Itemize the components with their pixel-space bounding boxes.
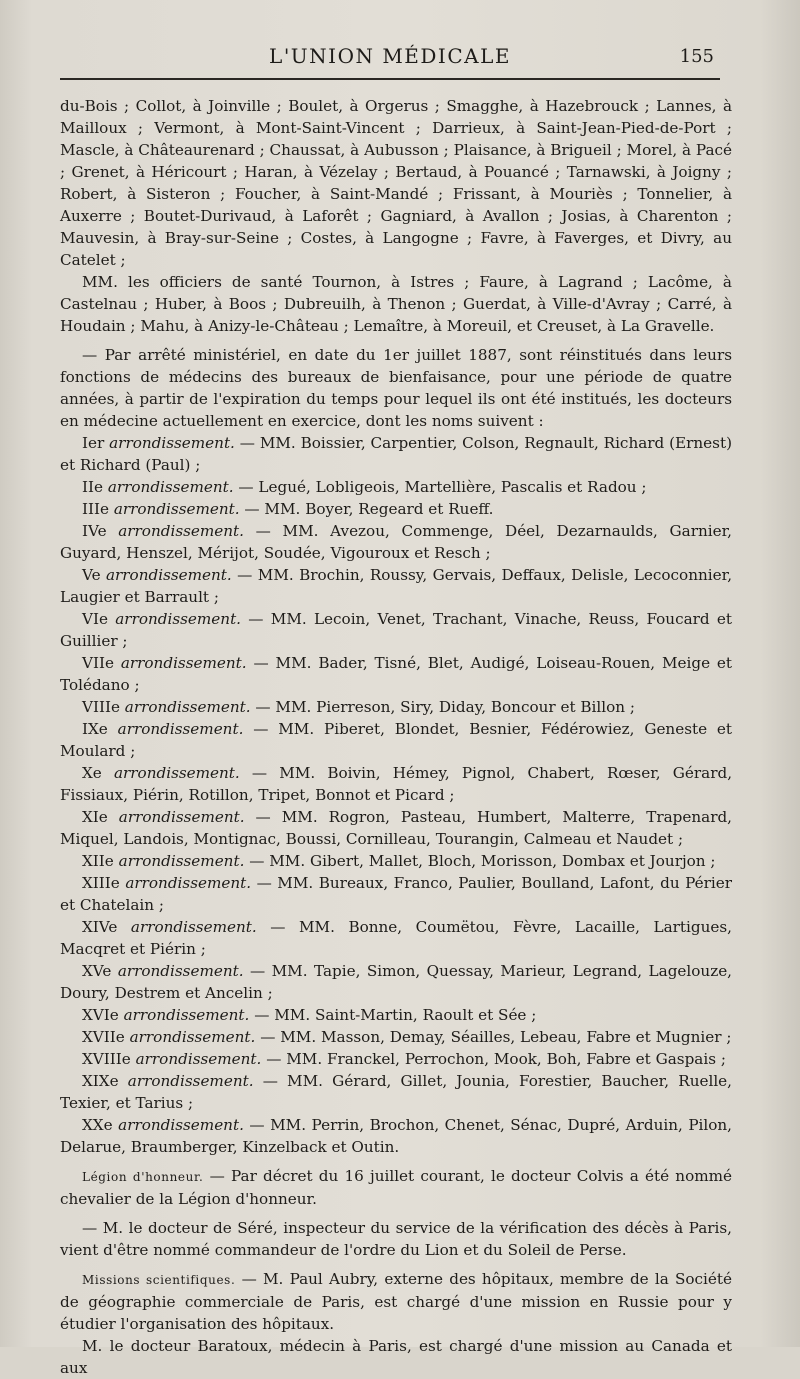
arrondissement-label: arrondissement.	[123, 1006, 250, 1024]
notice-baratoux	[60, 1335, 732, 1379]
arrondissement-label: arrondissement.	[118, 808, 245, 826]
arrondissement-entry	[60, 1114, 732, 1158]
body-text	[60, 95, 732, 1379]
running-title: L'UNION MÉDICALE	[269, 44, 511, 68]
arrondissement-names: — MM. Avezou, Commenge, Déel, Dezarnaulds, Garnier, Guyard, Henszel, Mérijot, Soudée, Vigouroux et Resch ;	[60, 522, 732, 562]
arrondissement-number: XIVe	[82, 918, 118, 936]
arrondissement-entry	[60, 718, 732, 762]
arrondissement-names: — MM. Lecoin, Venet, Trachant, Vinache, Reuss, Foucard et Guillier ;	[60, 610, 732, 650]
arrondissement-names: — MM. Gérard, Gillet, Jounia, Forestier, Baucher, Ruelle, Texier, et Tarius ;	[60, 1072, 732, 1112]
arrondissement-label: arrondissement.	[113, 500, 240, 518]
arrondissement-number: XVIIe	[82, 1028, 125, 1046]
arrondissement-number: IVe	[82, 522, 107, 540]
arrondissement-label: arrondissement.	[117, 962, 244, 980]
arrondissement-number: XIXe	[82, 1072, 119, 1090]
notice-sere	[60, 1217, 732, 1261]
arrondissement-names: — MM. Masson, Demay, Séailles, Lebeau, Fabre et Mugnier ;	[260, 1028, 732, 1046]
arrondissement-label: arrondissement.	[118, 522, 244, 540]
arrondissement-names: — Legué, Lobligeois, Martellière, Pascalis et Radou ;	[238, 478, 647, 496]
arrondissement-label: arrondissement.	[130, 918, 257, 936]
arrondissement-number: XVIIIe	[82, 1050, 131, 1068]
arrondissement-number: VIIIe	[82, 698, 120, 716]
arrondissement-names: — MM. Pierreson, Siry, Diday, Boncour et Billon ;	[255, 698, 636, 716]
notice-text: — M. Paul Aubry, externe des hôpitaux, membre de la Société de géographie commerciale de Paris, est chargé d'une mission en Russie pour y étudier l'organisation des hôpitaux.	[60, 1270, 732, 1333]
arrondissement-entry	[60, 872, 732, 916]
arrondissement-names: — MM. Brochin, Roussy, Gervais, Deffaux, Delisle, Lecoconnier, Laugier et Barrault ;	[60, 566, 733, 606]
arrondissement-number: XIIe	[82, 852, 114, 870]
notice-legion-honneur	[60, 1165, 732, 1210]
notice-heading: Légion d'honneur.	[82, 1170, 204, 1184]
paragraph: MM. les officiers de santé Tournon, à Istres ; Faure, à Lagrand ; Lacôme, à Castelnau ; Huber, à Boos ; Dubreuilh, à Thenon ; Guerdat, à Ville-d'Avray ; Carré, à Houdain ; Mahu, à Anizy-le-Château ; Lemaître, à Moreuil, et Creuset, à La Gravelle.	[60, 273, 732, 335]
arrondissement-entry	[60, 498, 732, 520]
arrondissement-number: XIe	[82, 808, 108, 826]
notice-missions	[60, 1268, 732, 1335]
arrondissement-label: arrondissement.	[124, 698, 251, 716]
paragraph: du-Bois ; Collot, à Joinville ; Boulet, à Orgerus ; Smagghe, à Hazebrouck ; Lannes, à Mailloux ; Vermont, à Mont-Saint-Vincent ; Darrieux, à Saint-Jean-Pied-de-Port ; Mascle, à Châteaurenard ; Chaussat, à Aubusson ; Plaisance, à Brigueil ; Morel, à Pacé ; Grenet, à Héricourt ; Haran, à Vézelay ; Bertaud, à Pouancé ; Tarnawski, à Joigny ; Robert, à Sisteron ; Foucher, à Saint-Mandé ; Frissant, à Mouriès ; Tonnelier, à Auxerre ; Boutet-Durivaud, à Laforêt ; Gagniard, à Avallon ; Josias, à Charenton ; Mauvesin, à Bray-sur-Seine ; Costes, à Langogne ; Favre, à Faverges, et Divry, au Catelet ;	[60, 97, 732, 269]
arrondissement-label: arrondissement.	[118, 852, 245, 870]
notice-heading: Missions scientifiques.	[82, 1273, 236, 1287]
arrondissement-entry	[60, 696, 732, 718]
arrondissement-label: arrondissement.	[120, 654, 247, 672]
arrondissement-entry	[60, 762, 732, 806]
arrondissement-entry	[60, 1026, 732, 1048]
arrondissement-names: — MM. Boivin, Hémey, Pignol, Chabert, Rœser, Gérard, Fissiaux, Piérin, Rotillon, Tripet, Bonnot et Picard ;	[60, 764, 733, 804]
arrondissement-number: IIIe	[82, 500, 109, 518]
arrondissement-label: arrondissement.	[105, 566, 232, 584]
arrondissement-label: arrondissement.	[117, 720, 244, 738]
arrondissement-entry	[60, 608, 732, 652]
arrondissement-label: arrondissement.	[118, 1116, 244, 1134]
arrondissement-label: arrondissement.	[129, 1028, 256, 1046]
arrondissement-number: Ier	[82, 434, 105, 452]
paragraph: — Par arrêté ministériel, en date du 1er juillet 1887, sont réinstitués dans leurs fonctions de médecins des bureaux de bienfaisance, pour une période de quatre années, à partir de l'expiration du temps pour lequel ils ont été institués, les docteurs en médecine actuellement en exercice, dont les noms suivent :	[60, 346, 732, 430]
arrondissement-list	[60, 432, 732, 1158]
arrondissement-entry	[60, 806, 732, 850]
arrondissement-entry	[60, 1048, 732, 1070]
arrondissement-number: IXe	[82, 720, 108, 738]
arrondissement-label: arrondissement.	[113, 764, 240, 782]
arrondissement-label: arrondissement.	[107, 478, 234, 496]
arrondissement-number: Xe	[82, 764, 102, 782]
arrondissement-names: — MM. Boyer, Regeard et Rueff.	[244, 500, 494, 518]
notice-text: — M. le docteur de Séré, inspecteur du service de la vérification des décès à Paris, vient d'être nommé commandeur de l'ordre du Lion et du Soleil de Perse.	[60, 1219, 732, 1259]
arrondissement-label: arrondissement.	[125, 874, 252, 892]
arrondissement-number: IIe	[82, 478, 103, 496]
arrondissement-names: — MM. Franckel, Perrochon, Mook, Boh, Fabre et Gaspais ;	[266, 1050, 726, 1068]
arrondissement-names: — MM. Bureaux, Franco, Paulier, Boulland, Lafont, du Périer et Chatelain ;	[60, 874, 733, 914]
header-rule	[60, 78, 720, 80]
arrondissement-names: — MM. Bader, Tisné, Blet, Audigé, Loiseau-Rouen, Meige et Tolédano ;	[60, 654, 733, 694]
arrondissement-entry	[60, 564, 732, 608]
arrondissement-names: — MM. Rogron, Pasteau, Humbert, Malterre, Trapenard, Miquel, Landois, Montignac, Boussi, Cornilleau, Tourangin, Calmeau et Naudet ;	[60, 808, 733, 848]
arrondissement-entry	[60, 1004, 732, 1026]
arrondissement-label: arrondissement.	[109, 434, 235, 452]
arrondissement-number: VIe	[82, 610, 108, 628]
arrondissement-names: — MM. Boissier, Carpentier, Colson, Regnault, Richard (Ernest) et Richard (Paul) ;	[60, 434, 732, 474]
arrondissement-label: arrondissement.	[135, 1050, 262, 1068]
arrondissement-entry	[60, 652, 732, 696]
arrondissement-entry	[60, 520, 732, 564]
arrondissement-names: — MM. Perrin, Brochon, Chenet, Sénac, Dupré, Arduin, Pilon, Delarue, Braumberger, Kinzelback et Outin.	[60, 1116, 733, 1156]
arrondissement-entry	[60, 960, 732, 1004]
arrondissement-number: VIIe	[82, 654, 114, 672]
notice-text: — Par décret du 16 juillet courant, le docteur Colvis a été nommé chevalier de la Légion d'honneur.	[60, 1167, 733, 1208]
arrondissement-label: arrondissement.	[127, 1072, 254, 1090]
arrondissement-number: XVe	[82, 962, 112, 980]
arrondissement-entry	[60, 1070, 732, 1114]
notice-text: M. le docteur Baratoux, médecin à Paris, est chargé d'une mission au Canada et aux	[60, 1337, 732, 1377]
arrondissement-number: XIIIe	[82, 874, 120, 892]
arrondissement-names: — MM. Tapie, Simon, Quessay, Marieur, Legrand, Lagelouze, Doury, Destrem et Ancelin ;	[60, 962, 733, 1002]
arrondissement-names: — MM. Bonne, Coumëtou, Fèvre, Lacaille, Lartigues, Macqret et Piérin ;	[60, 918, 733, 958]
arrondissement-number: Ve	[82, 566, 101, 584]
page-number: 155	[679, 46, 714, 67]
page-header	[60, 44, 720, 74]
arrondissement-names: — MM. Gibert, Mallet, Bloch, Morisson, Dombax et Jourjon ;	[249, 852, 716, 870]
arrondissement-names: — MM. Piberet, Blondet, Besnier, Fédérowiez, Geneste et Moulard ;	[60, 720, 733, 760]
arrondissement-entry	[60, 916, 732, 960]
arrondissement-label: arrondissement.	[115, 610, 242, 628]
arrondissement-entry	[60, 850, 732, 872]
arrondissement-names: — MM. Saint-Martin, Raoult et Sée ;	[254, 1006, 537, 1024]
arrondissement-entry	[60, 476, 732, 498]
arrondissement-number: XXe	[82, 1116, 113, 1134]
arrondissement-entry	[60, 432, 732, 476]
arrondissement-number: XVIe	[82, 1006, 119, 1024]
